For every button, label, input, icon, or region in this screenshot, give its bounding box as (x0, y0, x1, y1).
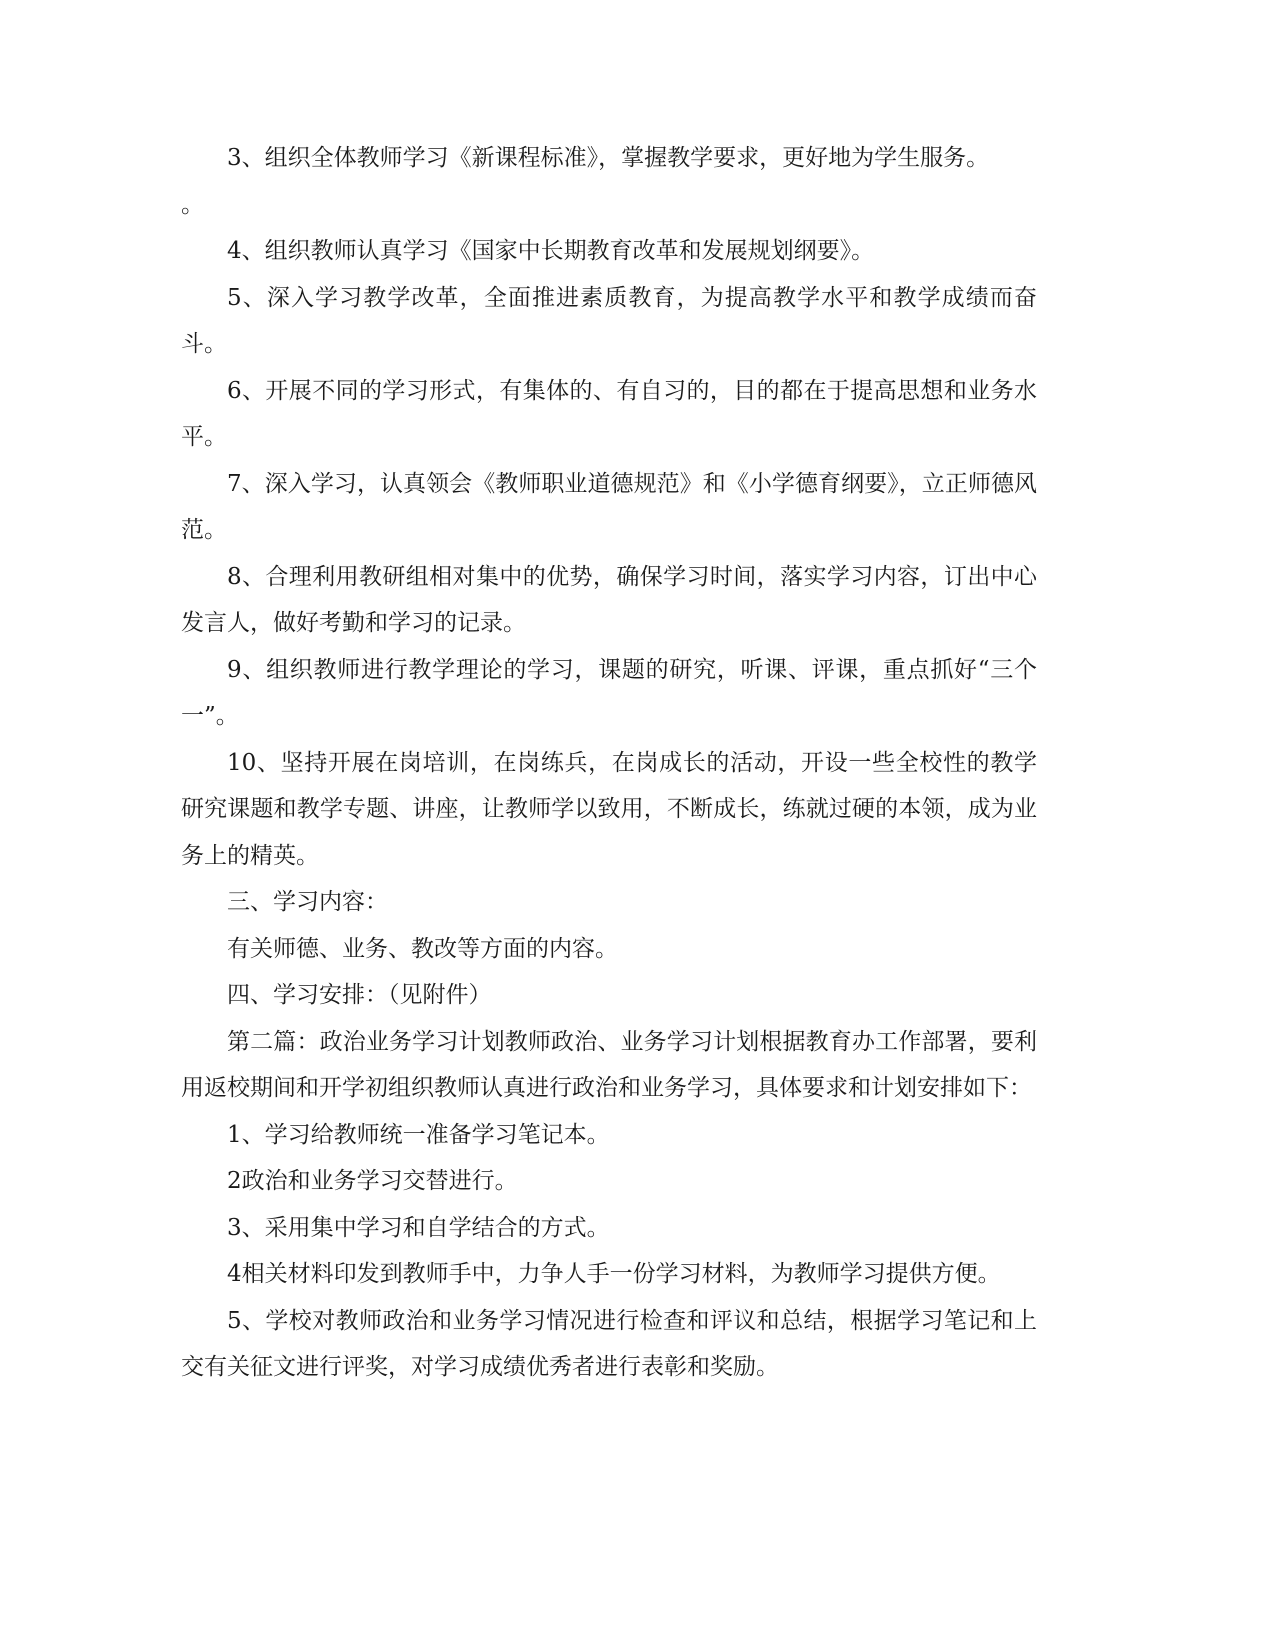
paragraph-item-10: 10、坚持开展在岗培训，在岗练兵，在岗成长的活动，开设一些全校性的教学研究课题和教学专题、讲座，让教师学以致用，不断成长，练就过硬的本领，成为业务上的精英。 (181, 749, 1037, 869)
paragraph-item-9: 9、组织教师进行教学理论的学习，课题的研究，听课、评课，重点抓好“三个一”。 (181, 656, 1037, 729)
document-page (181, 135, 1037, 1391)
section-heading-schedule: 四、学习安排：（见附件） (227, 982, 492, 1008)
paragraph-req-3: 3、采用集中学习和自学结合的方式。 (227, 1214, 610, 1241)
paragraph-item-6: 6、开展不同的学习形式，有集体的、有自习的，目的都在于提高思想和业务水平。 (181, 377, 1037, 450)
paragraph-item-3: 3、组织全体教师学习《新课程标准》，掌握教学要求，更好地为学生服务。 (227, 145, 990, 171)
paragraph-req-1: 1、学习给教师统一准备学习笔记本。 (227, 1121, 610, 1148)
paragraph-item-5: 5、深入学习教学改革，全面推进素质教育，为提高教学水平和教学成绩而奋斗。 (181, 284, 1037, 357)
section-heading-content: 三、学习内容： (227, 889, 388, 915)
paragraph-req-2: 2政治和业务学习交替进行。 (227, 1168, 518, 1194)
paragraph-item-7: 7、深入学习，认真领会《教师职业道德规范》和《小学德育纲要》，立正师德风范。 (181, 470, 1037, 543)
paragraph-item-4: 4、组织教师认真学习《国家中长期教育改革和发展规划纲要》。 (227, 238, 875, 264)
paragraph-req-5: 5、学校对教师政治和业务学习情况进行检查和评议和总结，根据学习笔记和上交有关征文进行评奖，对学习成绩优秀者进行表彰和奖励。 (181, 1307, 1037, 1380)
paragraph-part-two-intro: 第二篇：政治业务学习计划教师政治、业务学习计划根据教育办工作部署，要利用返校期间和开学初组织教师认真进行政治和业务学习，具体要求和计划安排如下： (181, 1028, 1037, 1101)
paragraph-item-8: 8、合理利用教研组相对集中的优势，确保学习时间，落实学习内容，订出中心发言人，做好考勤和学习的记录。 (181, 563, 1037, 636)
paragraph-content-desc: 有关师德、业务、教改等方面的内容。 (227, 935, 618, 962)
paragraph-req-4: 4相关材料印发到教师手中，力争人手一份学习材料，为教师学习提供方便。 (227, 1261, 1001, 1287)
paragraph-stray-mark: 。 (181, 191, 204, 218)
